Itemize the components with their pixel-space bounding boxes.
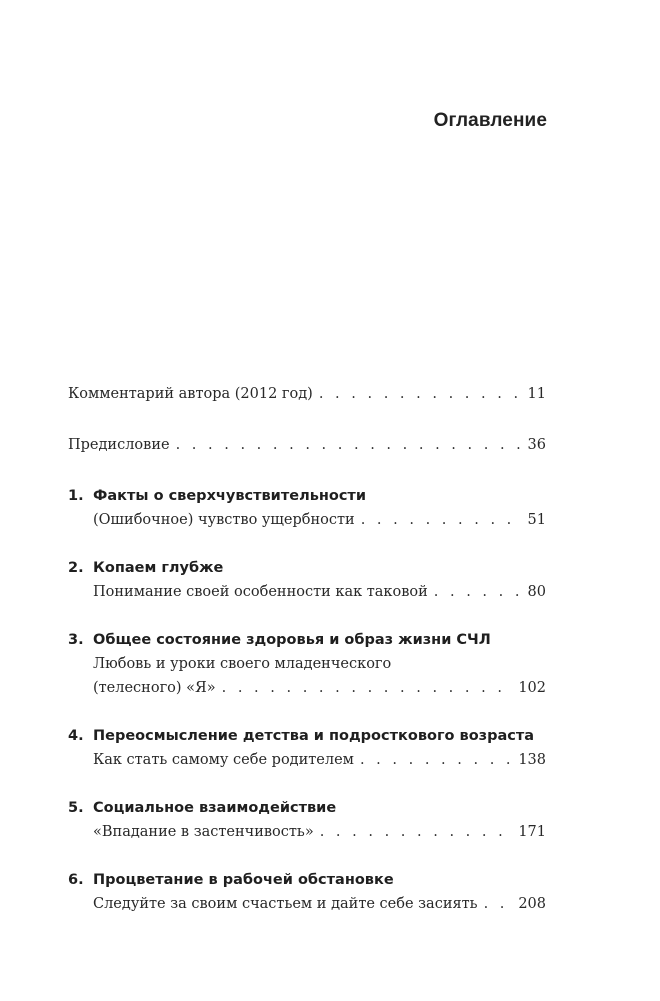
toc-chapter-1[interactable] bbox=[68, 484, 546, 532]
chapter-number: 4. bbox=[68, 728, 84, 744]
chapter-subtitle: Понимание своей особенности как таковой bbox=[93, 584, 428, 600]
toc-entry-preface[interactable] bbox=[68, 433, 546, 457]
page-title: Оглавление bbox=[433, 110, 547, 131]
toc-entry-title: Комментарий автора (2012 год) bbox=[68, 386, 313, 402]
page-number: 208 bbox=[518, 896, 546, 912]
dot-leader bbox=[361, 508, 522, 532]
chapter-title: Факты о сверхчувствительности bbox=[93, 488, 367, 504]
chapter-subtitle: Как стать самому себе родителем bbox=[93, 752, 354, 768]
dot-leader bbox=[319, 382, 522, 406]
chapter-title: Социальное взаимодействие bbox=[93, 800, 337, 816]
dot-leader bbox=[484, 892, 513, 916]
page-number: 138 bbox=[518, 752, 546, 768]
dot-leader bbox=[320, 820, 513, 844]
chapter-number: 5. bbox=[68, 800, 84, 816]
chapter-subtitle: (телесного) «Я» bbox=[93, 680, 216, 696]
page-number: 171 bbox=[518, 824, 546, 840]
dot-leader bbox=[222, 676, 513, 700]
toc-entry-title: Предисловие bbox=[68, 437, 170, 453]
dot-leader bbox=[360, 748, 512, 772]
chapter-title: Общее состояние здоровья и образ жизни СЧЛ bbox=[93, 632, 491, 648]
toc-chapter-5[interactable] bbox=[68, 796, 546, 844]
page-number: 51 bbox=[527, 512, 546, 528]
page-number: 11 bbox=[527, 386, 546, 402]
chapter-number: 3. bbox=[68, 632, 84, 648]
chapter-number: 1. bbox=[68, 488, 84, 504]
chapter-title: Копаем глубже bbox=[93, 560, 224, 576]
table-of-contents bbox=[68, 382, 546, 940]
chapter-title: Процветание в рабочей обстановке bbox=[93, 872, 394, 888]
chapter-subtitle: Следуйте за своим счастьем и дайте себе засиять bbox=[93, 896, 478, 912]
chapter-subtitle: «Впадание в застенчивость» bbox=[93, 824, 314, 840]
page-number: 102 bbox=[518, 680, 546, 696]
dot-leader bbox=[176, 433, 522, 457]
dot-leader bbox=[434, 580, 522, 604]
toc-chapter-3[interactable] bbox=[68, 628, 546, 700]
chapter-title: Переосмысление детства и подросткового возраста bbox=[93, 728, 535, 744]
toc-chapter-2[interactable] bbox=[68, 556, 546, 604]
page-number: 36 bbox=[527, 437, 546, 453]
chapter-subtitle-line: Любовь и уроки своего младенческого bbox=[93, 656, 392, 672]
toc-chapter-6[interactable] bbox=[68, 868, 546, 916]
chapter-number: 6. bbox=[68, 872, 84, 888]
chapter-subtitle: (Ошибочное) чувство ущербности bbox=[93, 512, 355, 528]
toc-entry-author-comment[interactable] bbox=[68, 382, 546, 406]
toc-chapter-4[interactable] bbox=[68, 724, 546, 772]
chapter-number: 2. bbox=[68, 560, 84, 576]
page-number: 80 bbox=[527, 584, 546, 600]
